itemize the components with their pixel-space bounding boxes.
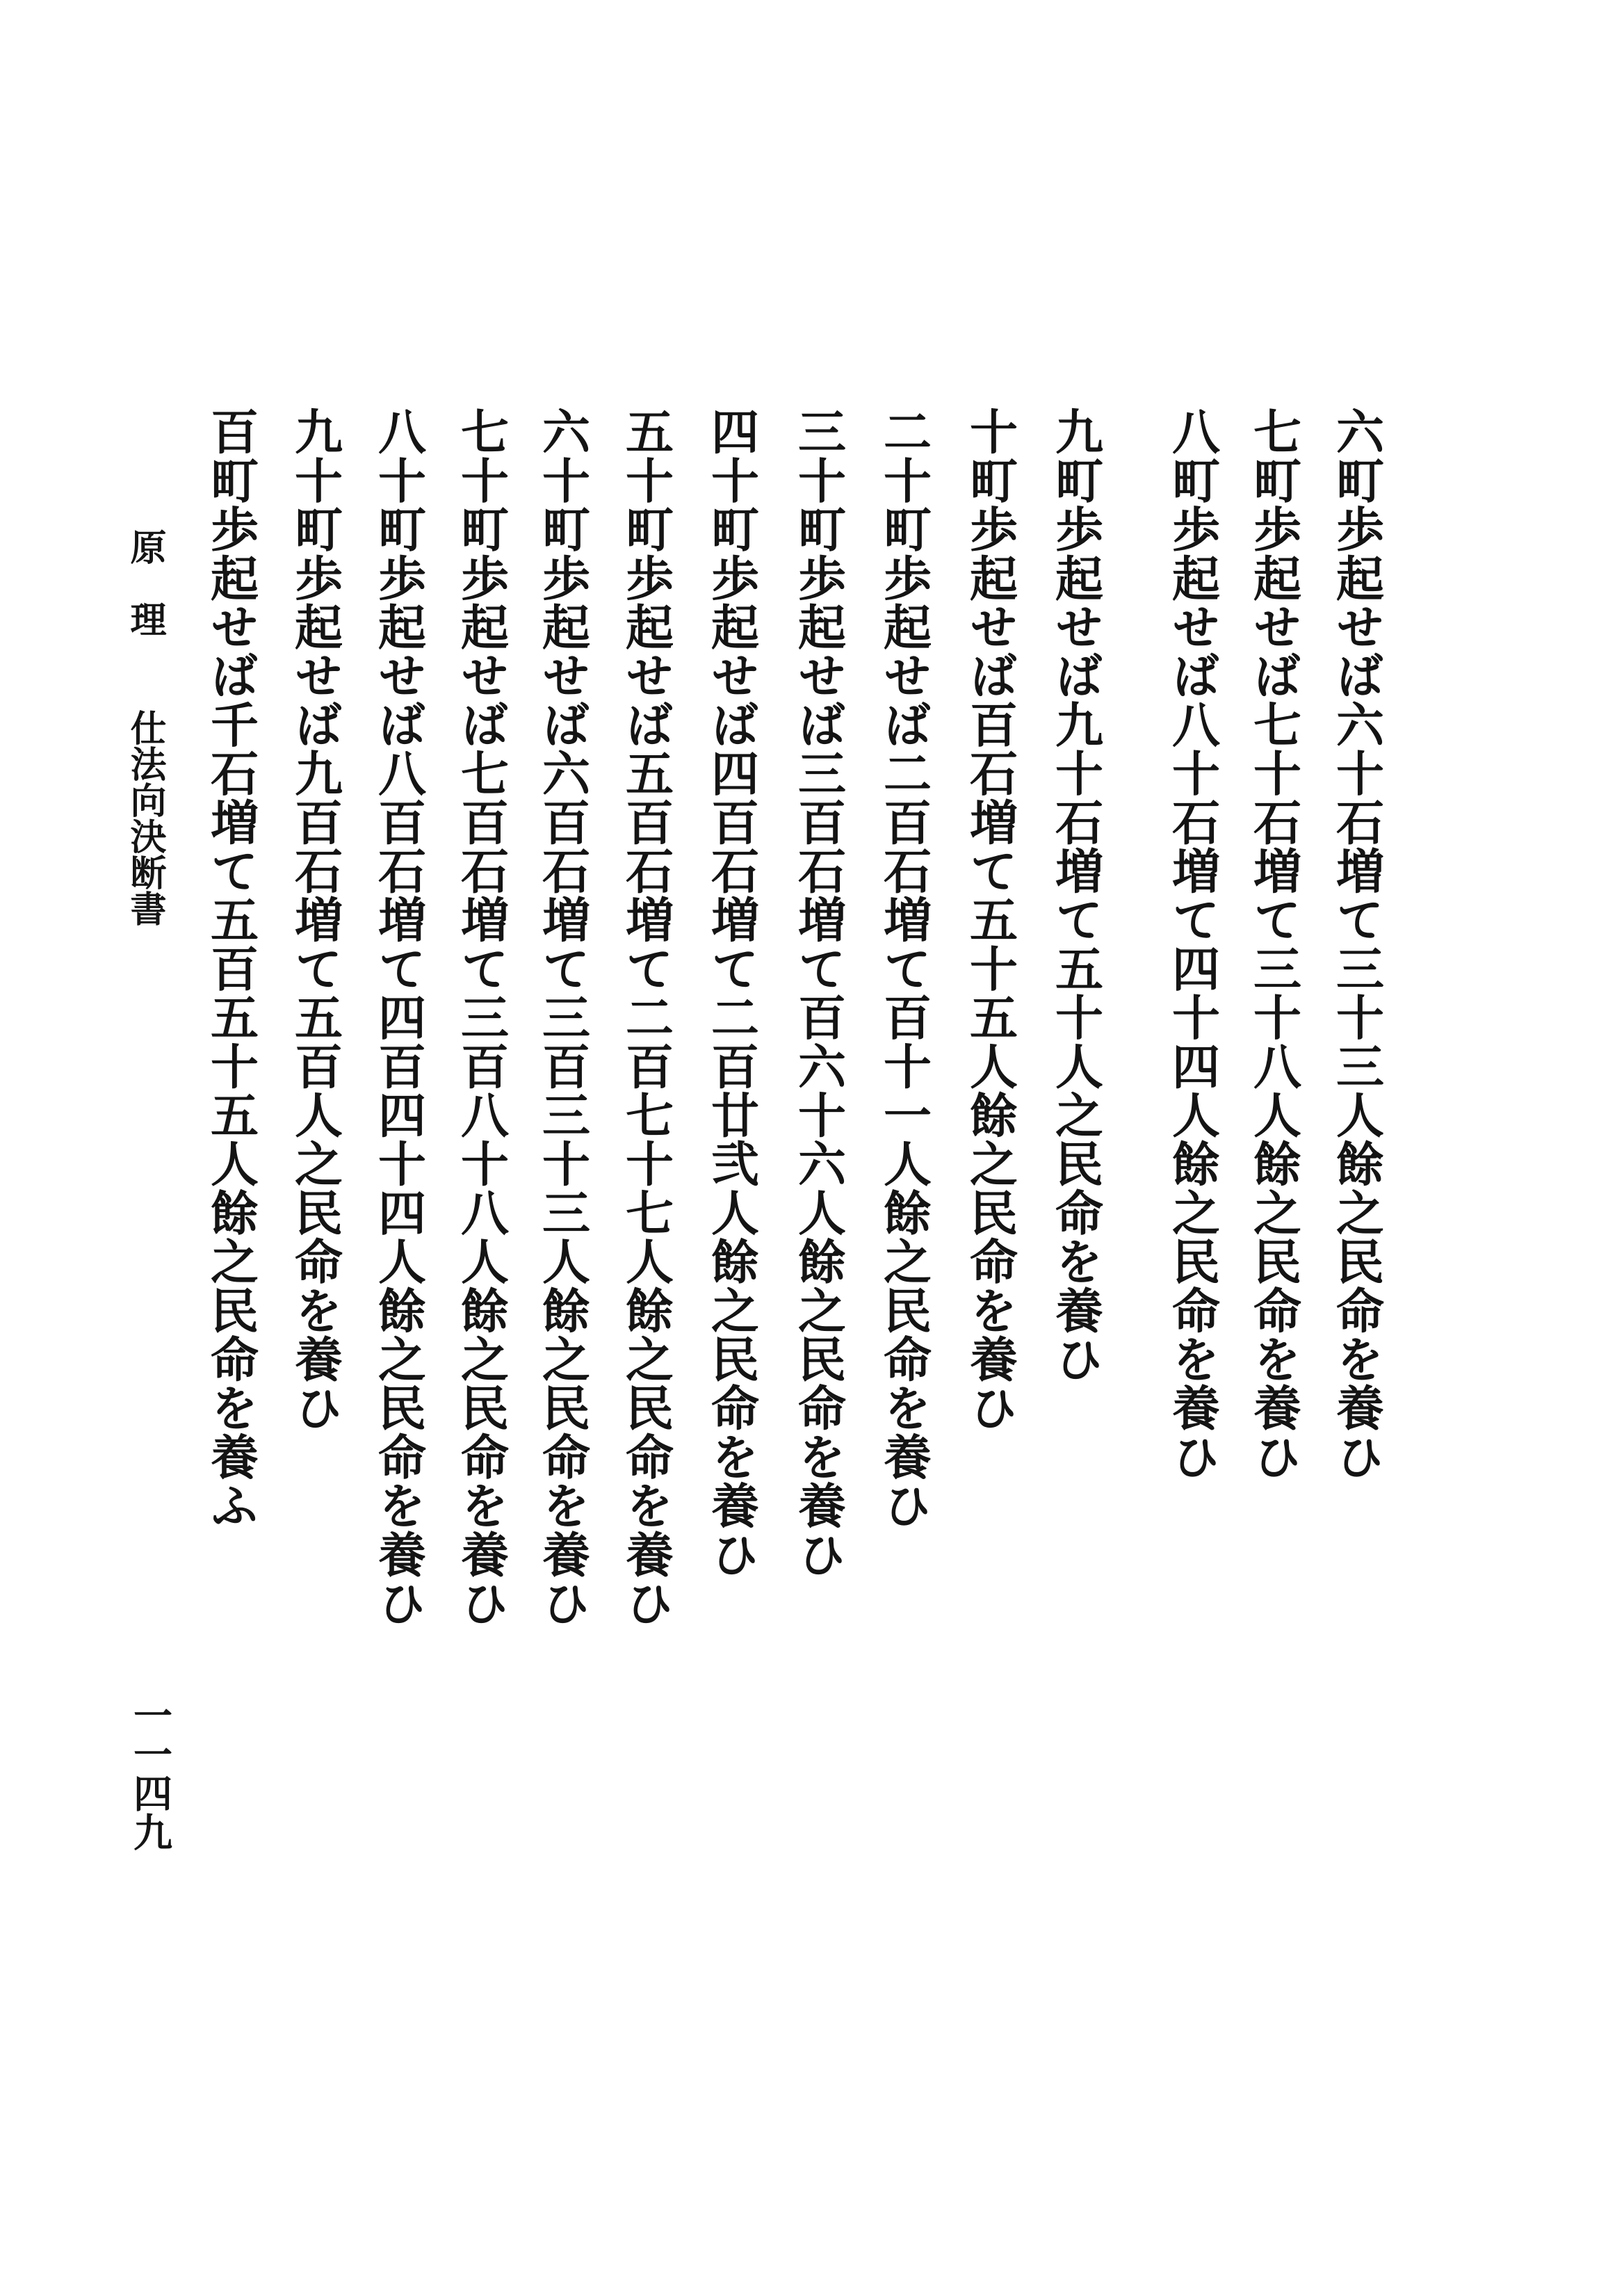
text-line-14: 百町歩起せば千石増て五百五十五人餘之民命を養ふ — [202, 407, 259, 1530]
text-line-7: 三十町歩起せば三百石増て百六十六人餘之民命を養ひ — [790, 407, 846, 1579]
text-line-1: 六町歩起せば六十石増て三十三人餘之民命を養ひ — [1328, 407, 1384, 1481]
text-line-5: 十町歩起せば百石増て五十五人餘之民命を養ひ — [961, 407, 1018, 1432]
text-line-3: 八町歩起せば八十石増て四十四人餘之民命を養ひ — [1164, 407, 1220, 1481]
text-line-11: 七十町歩起せば七百石増て三百八十八人餘之民命を養ひ — [453, 407, 509, 1627]
text-line-10: 六十町歩起せば六百石増て三百三十三人餘之民命を養ひ — [534, 407, 590, 1627]
text-line-2: 七町歩起せば七十石増て三十八人餘之民命を養ひ — [1245, 407, 1301, 1481]
text-line-9: 五十町歩起せば五百石増て二百七十七人餘之民命を養ひ — [617, 407, 674, 1627]
running-header: 原 理 仕法向決断書 — [124, 528, 166, 926]
page-number: 一一四九 — [127, 1695, 173, 1851]
text-line-4: 九町歩起せば九十石増て五十人之民命を養ひ — [1047, 407, 1103, 1383]
text-line-6: 二十町歩起せば二百石増て百十一人餘之民命を養ひ — [875, 407, 932, 1530]
text-line-12: 八十町歩起せば八百石増て四百四十四人餘之民命を養ひ — [370, 407, 426, 1627]
text-line-8: 四十町歩起せば四百石増て二百廿弐人餘之民命を養ひ — [703, 407, 759, 1579]
text-line-13: 九十町歩起せば九百石増て五百人之民命を養ひ — [286, 407, 343, 1432]
